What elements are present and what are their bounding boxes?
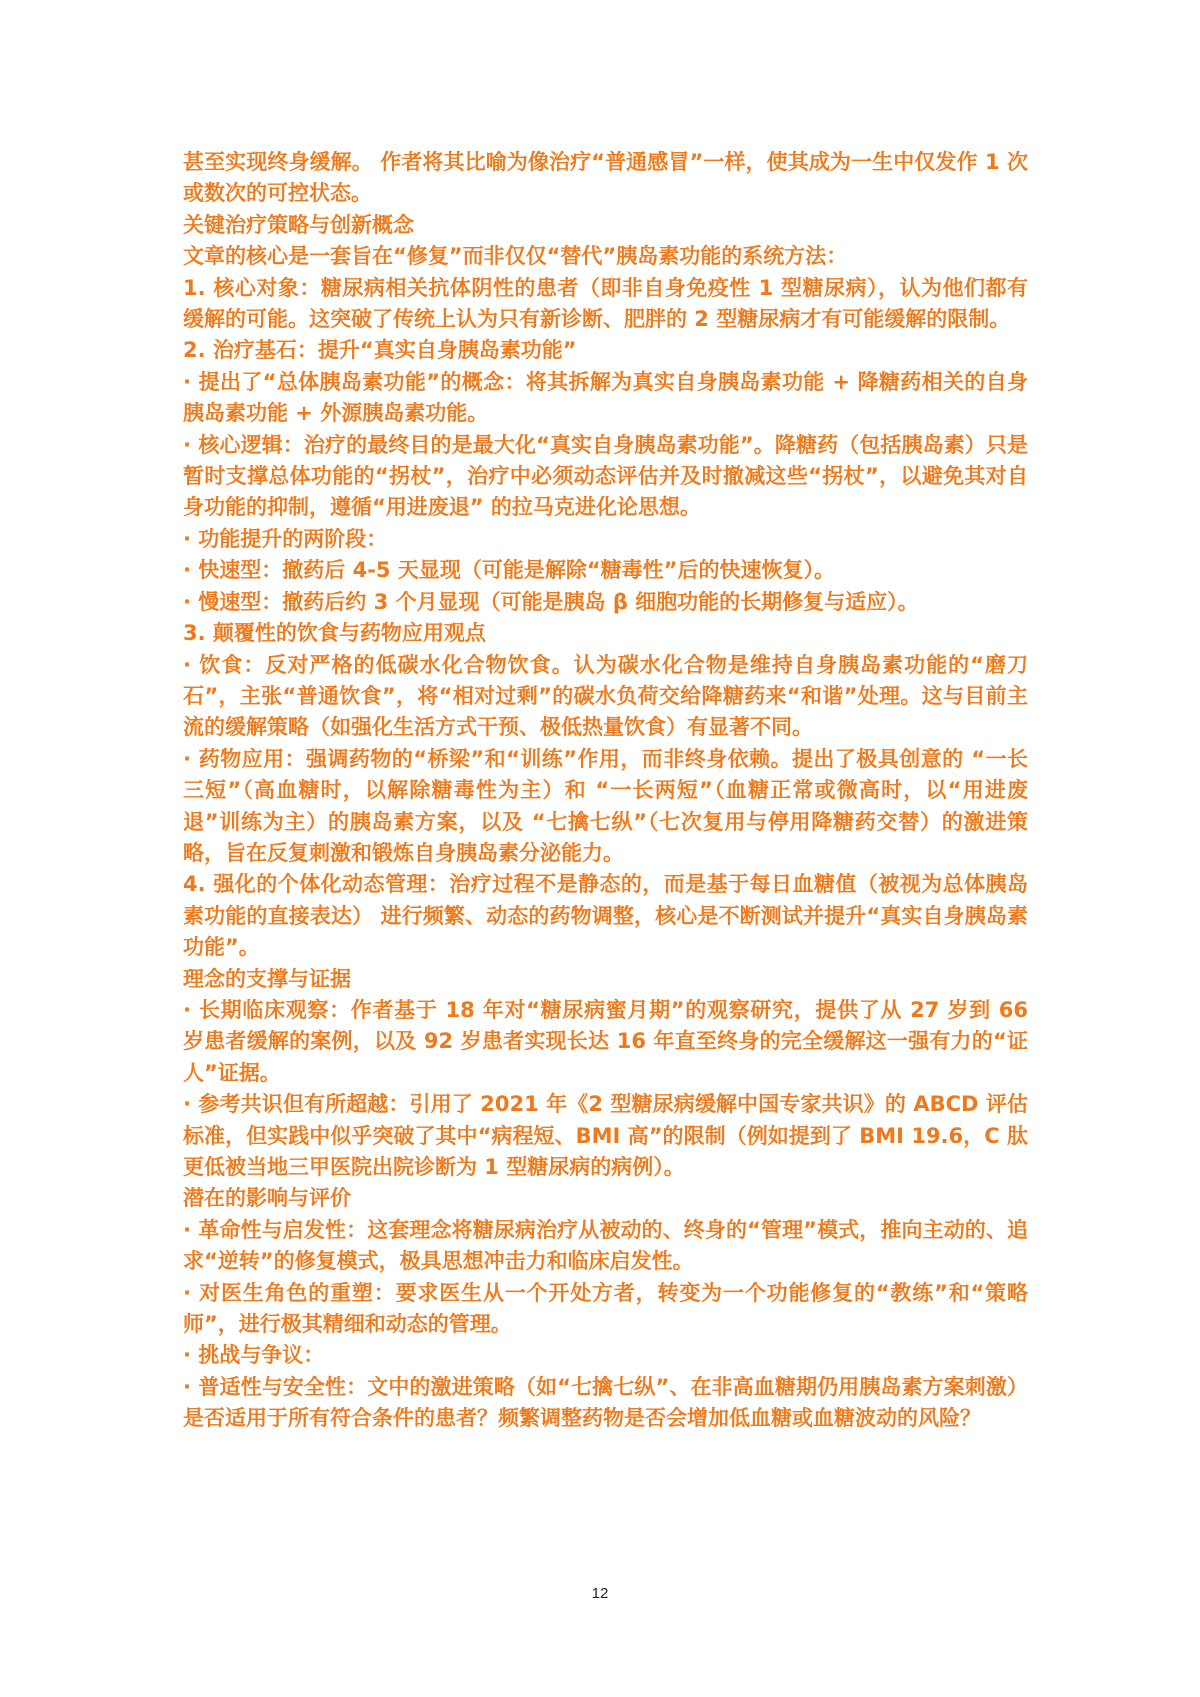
paragraph-continuation: 甚至实现终身缓解。 作者将其比喻为像治疗“普通感冒”一样，使其成为一生中仅发作 1 次或数次的可控状态。 bbox=[183, 150, 1028, 206]
section-heading-impact: 潜在的影响与评价 bbox=[183, 1186, 351, 1211]
list-item-2-cornerstone: 2. 治疗基石：提升“真实自身胰岛素功能” bbox=[183, 338, 577, 363]
list-item-3-diet-drugs: 3. 颠覆性的饮食与药物应用观点 bbox=[183, 621, 486, 646]
bullet-consensus: · 参考共识但有所超越：引用了 2021 年《2 型糖尿病缓解中国专家共识》的 ABCD 评估标准，但实践中似乎突破了其中“病程短、BMI 高”的限制（例如提到了 BMI 19.6，C 肽更低被当地三甲医院出院诊断为 1 型糖尿病的病例）。 bbox=[183, 1092, 1028, 1179]
bullet-revolutionary: · 革命性与启发性：这套理念将糖尿病治疗从被动的、终身的“管理”模式，推向主动的、追求“逆转”的修复模式，极具思想冲击力和临床启发性。 bbox=[183, 1217, 1028, 1274]
section-heading-evidence: 理念的支撑与证据 bbox=[183, 966, 351, 991]
paragraph-intro: 文章的核心是一套旨在“修复”而非仅仅“替代”胰岛素功能的系统方法： bbox=[183, 244, 848, 269]
bullet-total-insulin-function: · 提出了“总体胰岛素功能”的概念：将其拆解为真实自身胰岛素功能 + 降糖药相关的自身胰岛素功能 + 外源胰岛素功能。 bbox=[183, 369, 1028, 426]
page-number: 12 bbox=[591, 1585, 609, 1602]
section-heading-strategies: 关键治疗策略与创新概念 bbox=[183, 212, 414, 237]
body-text bbox=[183, 147, 1028, 1435]
bullet-two-phases: · 功能提升的两阶段： bbox=[183, 526, 388, 551]
bullet-slow-type: · 慢速型：撤药后约 3 个月显现（可能是胰岛 β 细胞功能的长期修复与适应）。 bbox=[183, 589, 919, 614]
bullet-safety: · 普适性与安全性：文中的激进策略（如“七擒七纵”、在非高血糖期仍用胰岛素方案刺激）是否适用于所有符合条件的患者？频繁调整药物是否会增加低血糖或血糖波动的风险？ bbox=[183, 1374, 1028, 1431]
bullet-core-logic: · 核心逻辑：治疗的最终目的是最大化“真实自身胰岛素功能”。降糖药（包括胰岛素）只是暂时支撑总体功能的“拐杖”，治疗中必须动态评估并及时撤减这些“拐杖”，以避免其对自身功能的抑制，遵循“用进废退” 的拉马克进化论思想。 bbox=[183, 432, 1028, 520]
list-item-4-dynamic-management: 4. 强化的个体化动态管理：治疗过程不是静态的，而是基于每日血糖值（被视为总体胰岛素功能的直接表达） 进行频繁、动态的药物调整，核心是不断测试并提升“真实自身胰岛素功能”。 bbox=[183, 872, 1028, 960]
bullet-fast-type: · 快速型：撤药后 4-5 天显现（可能是解除“糖毒性”后的快速恢复）。 bbox=[183, 558, 835, 583]
bullet-doctor-role: · 对医生角色的重塑：要求医生从一个开处方者，转变为一个功能修复的“教练”和“策略师”，进行极其精细和动态的管理。 bbox=[183, 1280, 1028, 1337]
bullet-challenges: · 挑战与争议： bbox=[183, 1343, 325, 1368]
bullet-clinical-observation: · 长期临床观察：作者基于 18 年对“糖尿病蜜月期”的观察研究，提供了从 27 岁到 66 岁患者缓解的案例，以及 92 岁患者实现长达 16 年直至终身的完全缓解这一强有力的“证人”证据。 bbox=[183, 997, 1028, 1085]
bullet-diet: · 饮食：反对严格的低碳水化合物饮食。认为碳水化合物是维持自身胰岛素功能的“磨刀石”，主张“普通饮食”，将“相对过剩”的碳水负荷交给降糖药来“和谐”处理。这与目前主流的缓解策略（如强化生活方式干预、极低热量饮食）有显著不同。 bbox=[183, 652, 1028, 740]
bullet-drug-use: · 药物应用：强调药物的“桥梁”和“训练”作用，而非终身依赖。提出了极具创意的 “一长三短”（高血糖时，以解除糖毒性为主）和 “一长两短”（血糖正常或微高时，以“用进废退”训练为主）的胰岛素方案，以及 “七擒七纵”（七次复用与停用降糖药交替）的激进策略，旨在反复刺激和锻炼自身胰岛素分泌能力。 bbox=[183, 746, 1028, 865]
list-item-1-target: 1. 核心对象：糖尿病相关抗体阴性的患者（即非自身免疫性 1 型糖尿病），认为他们都有缓解的可能。这突破了传统上认为只有新诊断、肥胖的 2 型糖尿病才有可能缓解的限制。 bbox=[183, 275, 1028, 332]
